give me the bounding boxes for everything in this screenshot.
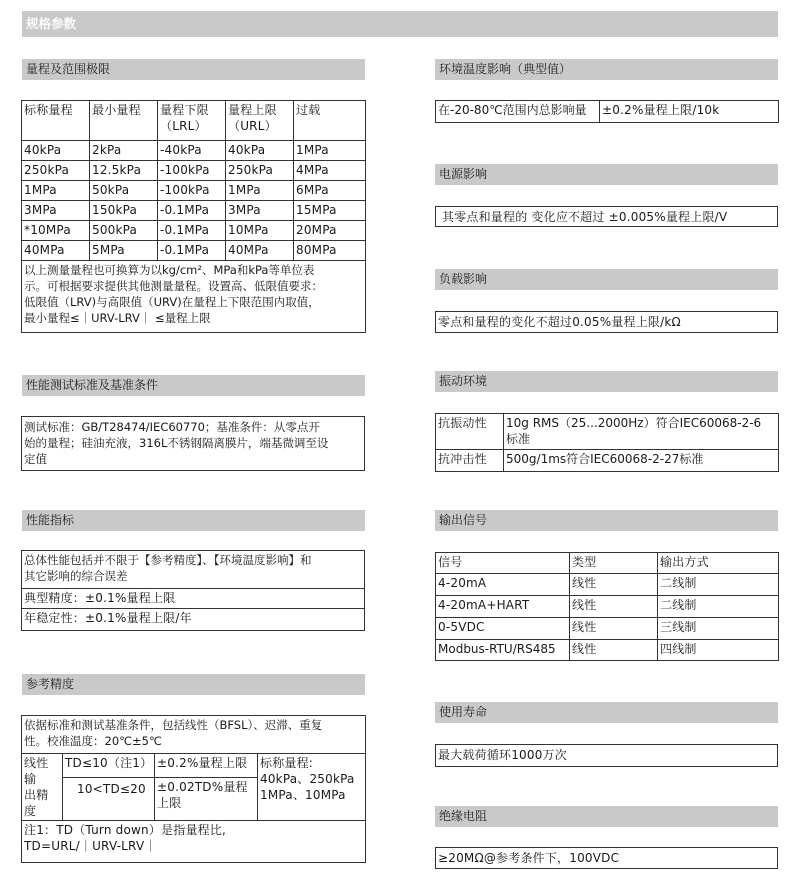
vibration-resistance-value: 10g RMS（25...2000Hz）符合IEC60068-2-6 标准 [504, 414, 779, 450]
range-cell: -100kPa [158, 181, 226, 201]
table-row [436, 640, 779, 661]
td-value-1: ±0.2%量程上限 [155, 754, 258, 778]
output-cell: 线性 [570, 640, 658, 661]
range-cell: 1MPa [22, 181, 90, 201]
range-cell: 40kPa [22, 141, 90, 161]
test-standard-section-header [22, 375, 365, 396]
ambient-temp-value: ±0.2%量程上限/10k [600, 101, 779, 123]
td-condition-1: TD≤10（注1） [63, 754, 155, 778]
table-row [22, 221, 366, 241]
lifetime-section-header [435, 702, 778, 723]
range-cell: -0.1MPa [158, 201, 226, 221]
range-header-cell: 量程上限 （URL） [226, 101, 294, 141]
range-cell: 500kPa [90, 221, 158, 241]
range-cell: 40MPa [226, 241, 294, 261]
output-header-row [436, 553, 779, 574]
range-cell: 80MPa [294, 241, 366, 261]
performance-typical-accuracy: 典型精度：±0.1%量程上限 [22, 589, 365, 609]
power-box [435, 206, 778, 227]
range-cell: 3MPa [226, 201, 294, 221]
performance-table [21, 550, 365, 631]
output-cell: 0-5VDC [436, 618, 570, 640]
reference-accuracy-intro [22, 716, 366, 754]
performance-overall: 总体性能包括并不限于【参考精度】、【环境温度影响】和 其它影响的综合误差 [22, 551, 365, 589]
shock-resistance-value: 500g/1ms符合IEC60068-2-27标准 [504, 450, 779, 472]
range-cell: 50kPa [90, 181, 158, 201]
spec-title: 规格参数 [26, 16, 77, 31]
range-cell: 250kPa [226, 161, 294, 181]
reference-accuracy-intro-line: 依据标准和测试基准条件，包括线性（BFSL）、迟滞、重复 [24, 718, 323, 732]
range-cell: 250kPa [22, 161, 90, 181]
reference-accuracy-heading: 参考精度 [26, 677, 75, 691]
table-row [22, 241, 366, 261]
output-header-cell: 输出方式 [658, 553, 779, 574]
insulation-section-header [435, 806, 778, 827]
power-heading: 电源影响 [439, 167, 488, 181]
load-box [435, 311, 778, 333]
insulation-heading: 绝缘电阻 [439, 809, 488, 823]
output-cell: 4-20mA+HART [436, 596, 570, 618]
range-cell: -0.1MPa [158, 241, 226, 261]
range-cell: 20MPa [294, 221, 366, 241]
range-cell: 15MPa [294, 201, 366, 221]
output-table [435, 552, 779, 661]
performance-annual-stability: 年稳定性：±0.1%量程上限/年 [22, 609, 365, 631]
range-header-row [22, 101, 366, 141]
range-section-header [22, 59, 365, 80]
output-cell: 线性 [570, 596, 658, 618]
range-header-cell: 标称量程 [22, 101, 90, 141]
range-cell: 40MPa [22, 241, 90, 261]
output-cell: Modbus-RTU/RS485 [436, 640, 570, 661]
range-cell: -100kPa [158, 161, 226, 181]
ambient-temp-section-header [435, 59, 778, 80]
load-text: 零点和量程的变化不超过0.05%量程上限/kΩ [438, 315, 681, 329]
range-cell: 40kPa [226, 141, 294, 161]
reference-accuracy-note-line: TD=URL/｜URV-LRV｜ [24, 839, 157, 853]
output-section-header [435, 510, 778, 531]
table-row [22, 181, 366, 201]
output-cell: 二线制 [658, 574, 779, 596]
vibration-heading: 振动环境 [439, 374, 488, 388]
reference-accuracy-intro-line: 性。校准温度：20℃±5℃ [24, 734, 162, 748]
range-note-line: 以上测量量程也可换算为以kg/cm²、MPa和kPa等单位表 [24, 263, 315, 277]
range-header-cell: 最小量程 [90, 101, 158, 141]
range-note-row [22, 261, 366, 333]
table-row [22, 201, 366, 221]
ambient-temp-table [435, 100, 779, 123]
table-row [22, 141, 366, 161]
td-value-2: ±0.02TD%量程 上限 [155, 777, 258, 820]
range-cell: 150kPa [90, 201, 158, 221]
output-cell: 线性 [570, 618, 658, 640]
ambient-temp-heading: 环境温度影响（典型值） [439, 62, 572, 76]
load-section-header [435, 269, 778, 290]
range-header-cell: 过载 [294, 101, 366, 141]
range-cell: 10MPa [226, 221, 294, 241]
reference-accuracy-note-line: 注1：TD（Turn down）是指量程比, [24, 823, 227, 837]
range-cell: 1MPa [226, 181, 294, 201]
vibration-section-header [435, 371, 778, 392]
output-cell: 二线制 [658, 596, 779, 618]
linear-output-accuracy-label: 线性输 出精度 [22, 754, 63, 821]
nominal-range-note: 标称量程: 40kPa、250kPa 1MPa、10MPa [258, 754, 366, 821]
range-note [22, 261, 366, 333]
vibration-resistance-label: 抗振动性 [436, 414, 504, 450]
output-cell: 线性 [570, 574, 658, 596]
reference-accuracy-section-header [22, 674, 365, 695]
ambient-temp-condition: 在-20-80℃范围内总影响量 [436, 101, 600, 123]
range-cell: 2kPa [90, 141, 158, 161]
table-row [436, 596, 779, 618]
range-cell: -0.1MPa [158, 221, 226, 241]
test-standard-box [21, 416, 365, 471]
table-row [436, 574, 779, 596]
range-cell: 12.5kPa [90, 161, 158, 181]
test-standard-line: 测试标准：GB/T28474/IEC60770；基准条件：从零点开 [24, 420, 320, 434]
range-cell: 5MPa [90, 241, 158, 261]
range-cell: *10MPa [22, 221, 90, 241]
insulation-box [435, 847, 778, 869]
spec-title-bar [22, 11, 778, 37]
test-standard-line: 始的量程；硅油充液，316L不锈钢隔离膜片，端基微调至设 [24, 436, 329, 450]
range-header-cell: 量程下限 （LRL） [158, 101, 226, 141]
range-heading: 量程及范围极限 [26, 62, 111, 76]
output-cell: 4-20mA [436, 574, 570, 596]
output-cell: 四线制 [658, 640, 779, 661]
test-standard-heading: 性能测试标准及基准条件 [26, 378, 159, 392]
range-note-line: 示。可根据要求提供其他测量量程。设置高、低限值要求： [24, 279, 323, 293]
shock-resistance-label: 抗冲击性 [436, 450, 504, 472]
lifetime-heading: 使用寿命 [439, 705, 488, 719]
power-text: 其零点和量程的 变化应不超过 ±0.005%量程上限/V [442, 210, 728, 224]
output-cell: 三线制 [658, 618, 779, 640]
reference-accuracy-table [21, 715, 366, 863]
range-note-line: 低限值（LRV)与高限值（URV)在量程上下限范围内取值， [24, 295, 320, 309]
vibration-table [435, 413, 779, 472]
range-cell: 3MPa [22, 201, 90, 221]
performance-section-header [22, 510, 365, 531]
output-heading: 输出信号 [439, 513, 488, 527]
insulation-text: ≥20MΩ@参考条件下，100VDC [438, 851, 620, 865]
range-cell: 4MPa [294, 161, 366, 181]
reference-accuracy-note [22, 821, 366, 863]
output-header-cell: 类型 [570, 553, 658, 574]
td-condition-2: 10<TD≤20 [63, 777, 155, 820]
table-row [22, 161, 366, 181]
power-section-header [435, 164, 778, 185]
test-standard-line: 定值 [24, 452, 47, 466]
performance-heading: 性能指标 [26, 513, 75, 527]
lifetime-text: 最大载荷循环1000万次 [438, 748, 567, 762]
output-header-cell: 信号 [436, 553, 570, 574]
range-cell: -40kPa [158, 141, 226, 161]
table-row [436, 618, 779, 640]
range-table [21, 100, 366, 333]
range-cell: 1MPa [294, 141, 366, 161]
range-note-line: 最小量程≤｜URV-LRV｜ ≤量程上限 [24, 311, 211, 325]
range-cell: 6MPa [294, 181, 366, 201]
lifetime-box [435, 744, 778, 767]
load-heading: 负载影响 [439, 272, 488, 286]
